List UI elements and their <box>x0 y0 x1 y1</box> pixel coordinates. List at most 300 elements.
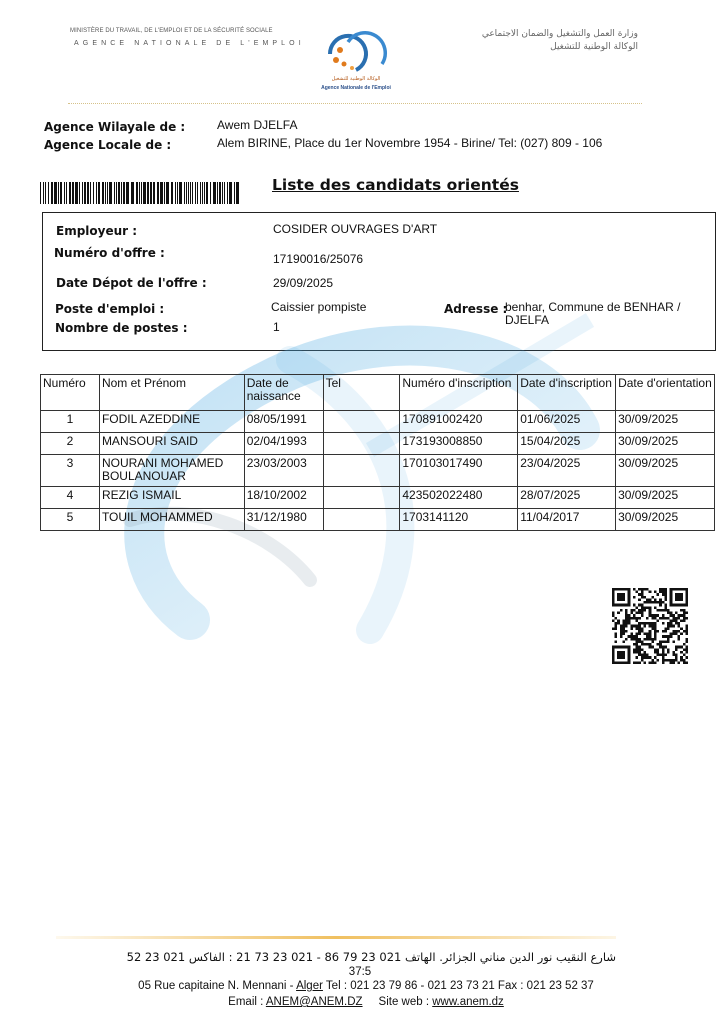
qr-module <box>612 654 615 657</box>
qr-module <box>649 630 652 633</box>
barcode <box>40 182 240 204</box>
qr-module <box>633 638 636 641</box>
qr-module <box>641 596 644 599</box>
qr-module <box>625 625 628 628</box>
qr-module <box>638 617 641 620</box>
col-header-date-inscription: Date d'inscription <box>518 375 616 411</box>
qr-module <box>638 661 641 664</box>
locale-value: Alem BIRINE, Place du 1er Novembre 1954 - Birine/ Tel: (027) 809 - 106 <box>217 136 603 150</box>
qr-module <box>664 588 667 591</box>
qr-module <box>620 651 623 654</box>
barcode-bar <box>107 182 108 204</box>
qr-module <box>620 625 623 628</box>
barcode-bar <box>79 182 80 204</box>
qr-module <box>638 651 641 654</box>
barcode-bar <box>123 182 125 204</box>
barcode-bar <box>96 182 97 204</box>
cell-numero: 1 <box>41 411 100 433</box>
qr-module <box>680 593 683 596</box>
qr-module <box>628 648 631 651</box>
qr-module <box>617 651 620 654</box>
barcode-bar <box>66 182 67 204</box>
cell-naissance: 23/03/2003 <box>244 455 323 487</box>
qr-module <box>620 627 623 630</box>
qr-module <box>612 604 615 607</box>
qr-module <box>678 593 681 596</box>
qr-module <box>675 622 678 625</box>
qr-module <box>685 598 688 601</box>
qr-module <box>646 598 649 601</box>
qr-module <box>646 622 649 625</box>
qr-module <box>633 617 636 620</box>
qr-module <box>675 598 678 601</box>
barcode-bar <box>229 182 232 204</box>
qr-module <box>659 588 662 591</box>
cell-numero: 4 <box>41 487 100 509</box>
col-header-naissance-l1: Date de <box>246 376 289 390</box>
qr-module <box>615 646 618 649</box>
cell-date-inscription: 28/07/2025 <box>518 487 616 509</box>
qr-module <box>657 619 660 622</box>
qr-module <box>654 633 657 636</box>
qr-module <box>654 630 657 633</box>
qr-module <box>659 646 662 649</box>
qr-module <box>622 625 625 628</box>
qr-module <box>641 648 644 651</box>
qr-module <box>617 612 620 615</box>
barcode-bar <box>143 182 146 204</box>
qr-module <box>662 591 665 594</box>
cell-nom: FODIL AZEDDINE <box>99 411 244 433</box>
qr-module <box>680 627 683 630</box>
qr-module <box>615 604 618 607</box>
qr-module <box>622 640 625 643</box>
barcode-bar <box>202 182 203 204</box>
qr-module <box>651 617 654 620</box>
qr-module <box>612 601 615 604</box>
barcode-bar <box>48 182 49 204</box>
qr-module <box>649 606 652 609</box>
qr-module <box>646 638 649 641</box>
qr-module <box>659 601 662 604</box>
qr-module <box>664 604 667 607</box>
qr-module <box>622 604 625 607</box>
qr-module <box>612 656 615 659</box>
qr-module <box>615 622 618 625</box>
qr-module <box>664 630 667 633</box>
footer-arabic-address-cont: 37:5 <box>348 966 372 978</box>
qr-module <box>667 659 670 662</box>
qr-module <box>675 630 678 633</box>
qr-module <box>667 625 670 628</box>
qr-module <box>643 638 646 641</box>
qr-module <box>636 612 639 615</box>
qr-module <box>683 609 686 612</box>
qr-module <box>620 656 623 659</box>
qr-module <box>612 598 615 601</box>
qr-module <box>649 591 652 594</box>
qr-module <box>672 625 675 628</box>
table-row <box>41 455 715 487</box>
qr-module <box>622 651 625 654</box>
barcode-bar <box>206 182 208 204</box>
qr-module <box>628 635 631 638</box>
qr-module <box>641 622 644 625</box>
positions-count-label: Nombre de postes : <box>55 321 188 335</box>
qr-module <box>675 656 678 659</box>
qr-module <box>651 661 654 664</box>
barcode-bar <box>234 182 235 204</box>
locale-label: Agence Locale de : <box>44 138 172 152</box>
qr-module <box>683 659 686 662</box>
qr-module <box>662 646 665 649</box>
qr-module <box>654 591 657 594</box>
qr-module <box>670 614 673 617</box>
cell-date-inscription: 15/04/2025 <box>518 433 616 455</box>
qr-module <box>685 661 688 664</box>
qr-module <box>672 617 675 620</box>
qr-module <box>638 612 641 615</box>
cell-nom: MANSOURI SAID <box>99 433 244 455</box>
qr-module <box>670 661 673 664</box>
qr-module <box>643 622 646 625</box>
qr-module <box>680 656 683 659</box>
qr-module <box>654 635 657 638</box>
qr-module <box>683 648 686 651</box>
qr-module <box>662 651 665 654</box>
qr-module <box>664 654 667 657</box>
qr-module <box>625 588 628 591</box>
qr-module <box>622 619 625 622</box>
col-header-naissance-l2: naissance <box>246 389 301 403</box>
qr-module <box>638 593 641 596</box>
qr-module <box>625 614 628 617</box>
barcode-bar <box>58 182 59 204</box>
qr-module <box>638 622 641 625</box>
qr-module <box>664 635 667 638</box>
barcode-bar <box>188 182 189 204</box>
qr-module <box>643 633 646 636</box>
qr-module <box>678 588 681 591</box>
table-row <box>41 411 715 433</box>
qr-module <box>667 635 670 638</box>
qr-module <box>615 627 618 630</box>
cell-date-orientation: 30/09/2025 <box>616 509 715 531</box>
qr-module <box>672 654 675 657</box>
qr-module <box>630 633 633 636</box>
qr-module <box>662 601 665 604</box>
qr-module <box>641 609 644 612</box>
barcode-bar <box>227 182 228 204</box>
qr-module <box>641 643 644 646</box>
qr-module <box>670 633 673 636</box>
qr-module <box>641 606 644 609</box>
qr-module <box>638 638 641 641</box>
qr-module <box>636 646 639 649</box>
ministry-name-fr: MINISTÈRE DU TRAVAIL, DE L'EMPLOI ET DE LA SÉCURITÉ SOCIALE <box>70 28 273 34</box>
cell-num-inscription: 1703141120 <box>400 509 518 531</box>
qr-module <box>685 591 688 594</box>
table-row <box>41 487 715 509</box>
qr-module <box>638 630 641 633</box>
qr-module <box>685 612 688 615</box>
qr-module <box>636 617 639 620</box>
cell-nom-line1: NOURANI MOHAMED <box>101 456 224 470</box>
qr-module <box>612 593 615 596</box>
qr-module <box>667 638 670 641</box>
qr-module <box>622 654 625 657</box>
barcode-bar <box>114 182 115 204</box>
qr-module <box>675 617 678 620</box>
qr-module <box>636 606 639 609</box>
barcode-bar <box>87 182 89 204</box>
qr-module <box>636 661 639 664</box>
qr-module <box>675 646 678 649</box>
barcode-bar <box>43 182 44 204</box>
qr-module <box>622 646 625 649</box>
qr-module <box>685 651 688 654</box>
qr-module <box>617 596 620 599</box>
cell-naissance: 18/10/2002 <box>244 487 323 509</box>
qr-module <box>670 622 673 625</box>
qr-module <box>636 638 639 641</box>
barcode-bar <box>166 182 169 204</box>
qr-module <box>646 617 649 620</box>
qr-module <box>617 598 620 601</box>
qr-module <box>664 609 667 612</box>
barcode-bar <box>190 182 191 204</box>
barcode-bar <box>98 182 100 204</box>
cell-nom-line2: BOULANOUAR <box>101 469 186 483</box>
qr-module <box>622 622 625 625</box>
barcode-bar <box>160 182 163 204</box>
qr-module <box>628 604 631 607</box>
qr-module <box>657 593 660 596</box>
qr-module <box>667 612 670 615</box>
qr-module <box>638 646 641 649</box>
qr-module <box>685 648 688 651</box>
qr-module <box>670 598 673 601</box>
col-header-naissance <box>244 375 323 411</box>
qr-module <box>664 606 667 609</box>
barcode-bar <box>200 182 201 204</box>
qr-module <box>649 635 652 638</box>
qr-module <box>641 640 644 643</box>
cell-nom: REZIG ISMAIL <box>99 487 244 509</box>
qr-module <box>628 646 631 649</box>
cell-tel <box>323 455 400 487</box>
qr-module <box>628 588 631 591</box>
barcode-bar <box>82 182 83 204</box>
qr-module <box>630 635 633 638</box>
qr-module <box>654 648 657 651</box>
qr-module <box>685 601 688 604</box>
qr-module <box>667 609 670 612</box>
qr-module <box>654 622 657 625</box>
qr-module <box>643 643 646 646</box>
candidates-table <box>40 374 715 531</box>
qr-module <box>649 612 652 615</box>
qr-module <box>685 596 688 599</box>
barcode-bar <box>171 182 173 204</box>
qr-module <box>636 619 639 622</box>
qr-module <box>633 604 636 607</box>
cell-date-inscription: 11/04/2017 <box>518 509 616 531</box>
cell-tel <box>323 487 400 509</box>
qr-module <box>615 635 618 638</box>
col-header-tel: Tel <box>323 375 400 411</box>
cell-nom <box>99 455 244 487</box>
qr-module <box>633 648 636 651</box>
col-header-nom: Nom et Prénom <box>99 375 244 411</box>
qr-module <box>659 598 662 601</box>
qr-module <box>664 596 667 599</box>
qr-module <box>659 591 662 594</box>
footer-email-link[interactable]: ANEM@ANEM.DZ <box>265 996 363 1008</box>
cell-naissance: 02/04/1993 <box>244 433 323 455</box>
qr-module <box>630 612 633 615</box>
qr-module <box>659 640 662 643</box>
agency-name-ar: الوكالة الوطنية للتشغيل <box>550 42 638 52</box>
qr-module <box>672 651 675 654</box>
qr-module <box>617 604 620 607</box>
qr-module <box>672 588 675 591</box>
barcode-bar <box>84 182 86 204</box>
qr-module <box>657 648 660 651</box>
qr-module <box>683 630 686 633</box>
qr-module <box>667 651 670 654</box>
qr-module <box>670 593 673 596</box>
qr-module <box>636 625 639 628</box>
qr-module <box>657 614 660 617</box>
employer-value: COSIDER OUVRAGES D'ART <box>273 222 438 236</box>
qr-module <box>657 654 660 657</box>
barcode-bar <box>118 182 120 204</box>
qr-module <box>649 609 652 612</box>
qr-module <box>633 651 636 654</box>
footer-site-link[interactable]: www.anem.dz <box>432 996 504 1008</box>
qr-module <box>685 646 688 649</box>
qr-module <box>612 661 615 664</box>
qr-module <box>672 659 675 662</box>
barcode-bar <box>126 182 129 204</box>
qr-module <box>683 604 686 607</box>
qr-module <box>672 661 675 664</box>
barcode-bar <box>105 182 106 204</box>
barcode-bar <box>236 182 239 204</box>
qr-module <box>633 643 636 646</box>
qr-module <box>654 661 657 664</box>
qr-module <box>680 659 683 662</box>
qr-module <box>654 625 657 628</box>
qr-module <box>638 654 641 657</box>
qr-module <box>617 654 620 657</box>
qr-module <box>638 627 641 630</box>
qr-module <box>649 638 652 641</box>
cell-tel <box>323 433 400 455</box>
qr-module <box>636 627 639 630</box>
qr-module <box>646 633 649 636</box>
qr-module <box>628 656 631 659</box>
qr-module <box>643 656 646 659</box>
qr-module <box>672 640 675 643</box>
qr-module <box>638 625 641 628</box>
qr-module <box>675 588 678 591</box>
footer-site-label: Site web : <box>362 996 433 1008</box>
qr-module <box>651 659 654 662</box>
barcode-bar <box>90 182 91 204</box>
qr-module <box>622 593 625 596</box>
qr-module <box>659 617 662 620</box>
cell-date-orientation: 30/09/2025 <box>616 411 715 433</box>
qr-module <box>667 627 670 630</box>
qr-module <box>638 648 641 651</box>
qr-module <box>617 622 620 625</box>
qr-module <box>680 633 683 636</box>
qr-module <box>685 656 688 659</box>
qr-module <box>622 588 625 591</box>
qr-module <box>680 614 683 617</box>
qr-module <box>651 622 654 625</box>
qr-module <box>672 619 675 622</box>
qr-module <box>636 643 639 646</box>
qr-module <box>685 633 688 636</box>
qr-module <box>638 598 641 601</box>
ministry-name-ar: وزارة العمل والتشغيل والضمان الاجتماعي <box>481 29 638 39</box>
qr-module <box>641 627 644 630</box>
qr-module <box>662 630 665 633</box>
qr-module <box>628 614 631 617</box>
qr-module <box>651 596 654 599</box>
qr-module <box>633 661 636 664</box>
qr-module <box>659 643 662 646</box>
qr-module <box>664 646 667 649</box>
qr-module <box>675 654 678 657</box>
barcode-bar <box>192 182 193 204</box>
qr-module <box>670 659 673 662</box>
qr-module <box>643 654 646 657</box>
qr-module <box>612 596 615 599</box>
qr-module <box>664 627 667 630</box>
qr-module <box>617 593 620 596</box>
deposit-date-label: Date Dépot de l'offre : <box>56 276 207 290</box>
qr-module <box>638 633 641 636</box>
qr-module <box>664 598 667 601</box>
qr-module <box>662 661 665 664</box>
footer-address-suffix: Tel : 021 23 79 86 - 021 23 73 21 Fax : 021 23 52 37 <box>322 980 594 992</box>
footer-arabic-address: شارع النقيب نور الدين مناني الجزائر. الهاتف 021 23 79 86 - 021 23 73 21 : الفاكس 021 23 52 <box>126 950 616 964</box>
qr-module <box>630 609 633 612</box>
barcode-bar <box>186 182 187 204</box>
qr-module <box>636 633 639 636</box>
barcode-bar <box>224 182 225 204</box>
barcode-bar <box>222 182 223 204</box>
qr-module <box>678 604 681 607</box>
positions-count-value: 1 <box>273 320 280 334</box>
qr-module <box>678 661 681 664</box>
cell-numero: 2 <box>41 433 100 455</box>
qr-module <box>662 640 665 643</box>
address-label: Adresse : <box>444 302 508 316</box>
qr-module <box>675 648 678 651</box>
barcode-bar <box>210 182 211 204</box>
employer-label: Employeur : <box>56 224 138 238</box>
qr-module <box>625 630 628 633</box>
qr-module <box>615 633 618 636</box>
qr-module <box>654 614 657 617</box>
qr-module <box>612 646 615 649</box>
qr-module <box>667 648 670 651</box>
